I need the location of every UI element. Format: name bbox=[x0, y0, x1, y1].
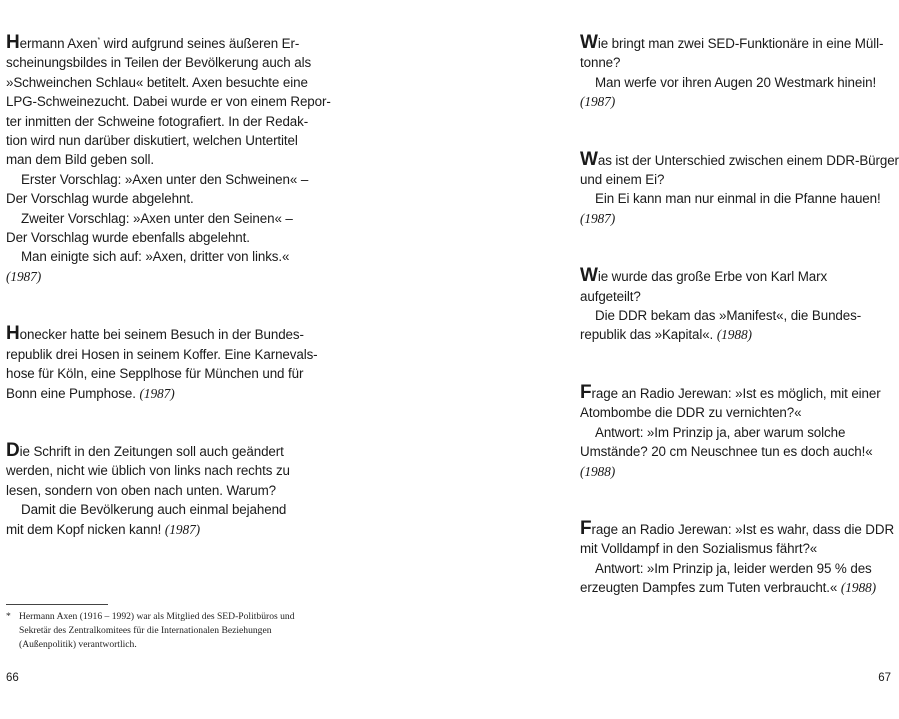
line-text: aufgeteilt? bbox=[580, 288, 641, 304]
page-number-left: 66 bbox=[6, 672, 19, 684]
joke-line bbox=[6, 267, 324, 286]
footnote-text: Hermann Axen (1916 – 1992) war als Mitglied des SED-Politbüros und bbox=[19, 611, 295, 622]
joke-line bbox=[6, 189, 324, 208]
year-label: (1988) bbox=[580, 463, 616, 479]
joke-line bbox=[6, 53, 324, 72]
drop-initial: H bbox=[6, 323, 20, 345]
joke-line bbox=[6, 34, 324, 53]
drop-initial: W bbox=[580, 32, 598, 53]
line-text: Erster Vorschlag: »Axen unter den Schweinen« – bbox=[21, 171, 309, 187]
joke-line bbox=[6, 228, 324, 247]
line-text: republik drei Hosen in seinem Koffer. Eine Karnevals- bbox=[6, 346, 318, 362]
joke-line bbox=[6, 345, 324, 364]
line-text: Der Vorschlag wurde abgelehnt. bbox=[6, 191, 194, 207]
drop-initial: H bbox=[6, 32, 20, 53]
joke-block bbox=[580, 381, 898, 481]
year-label: (1987) bbox=[580, 210, 616, 226]
footnote-line: Sekretär des Zentralkomitees für die Internationalen Beziehungen bbox=[19, 625, 272, 636]
joke-line bbox=[6, 131, 324, 150]
joke-line bbox=[580, 73, 898, 92]
year-label: (1987) bbox=[139, 385, 175, 401]
joke-line bbox=[6, 112, 324, 131]
joke-line bbox=[6, 73, 324, 92]
line-text: ie bringt man zwei SED-Funktionäre in eine Müll- bbox=[597, 36, 884, 51]
line-text: rage an Radio Jerewan: »Ist es möglich, mit einer bbox=[591, 385, 881, 401]
drop-initial: D bbox=[6, 439, 20, 461]
joke-line bbox=[6, 150, 324, 169]
line-text: Die DDR bekam das »Manifest«, die Bundes- bbox=[595, 308, 862, 324]
joke-line bbox=[580, 287, 898, 306]
joke-line bbox=[6, 247, 324, 266]
joke-line bbox=[6, 461, 324, 480]
line-text: rage an Radio Jerewan: »Ist es wahr, dass die DDR bbox=[591, 521, 895, 537]
year-label: (1988) bbox=[716, 327, 752, 343]
joke-line bbox=[6, 481, 324, 500]
joke-line bbox=[580, 539, 898, 558]
joke-block bbox=[580, 267, 898, 345]
joke-line bbox=[580, 325, 898, 344]
joke-block bbox=[580, 34, 898, 112]
line-text: Man einigte sich auf: »Axen, dritter von links.« bbox=[21, 249, 290, 265]
line-text: Damit die Bevölkerung auch einmal bejahend bbox=[21, 502, 287, 518]
joke-line bbox=[580, 462, 898, 481]
joke-line bbox=[6, 439, 324, 461]
line-text: ermann Axen bbox=[19, 36, 98, 51]
line-text: Atombombe die DDR zu vernichten?« bbox=[580, 405, 802, 421]
line-text: lesen, sondern von oben nach unten. Warum? bbox=[6, 482, 276, 498]
footnote-line: (Außenpolitik) verantwortlich. bbox=[19, 639, 137, 650]
line-text: ie Schrift in den Zeitungen soll auch geändert bbox=[19, 443, 284, 459]
joke-block bbox=[6, 32, 331, 286]
line-text: onecker hatte bei seinem Besuch in der Bundes- bbox=[19, 327, 304, 343]
footnote-rule bbox=[6, 604, 108, 605]
line-text: Man werfe vor ihren Augen 20 Westmark hinein! bbox=[595, 74, 877, 90]
line-text: wird aufgrund seines äußeren Er- bbox=[100, 36, 300, 51]
joke-line bbox=[580, 423, 898, 442]
line-text: hose für Köln, eine Sepplhose für München und für bbox=[6, 366, 304, 382]
year-label: (1988) bbox=[840, 580, 876, 596]
joke-line bbox=[6, 92, 331, 111]
joke-line bbox=[580, 189, 898, 208]
joke-line bbox=[580, 34, 898, 53]
line-text: Bonn eine Pumphose. bbox=[6, 385, 136, 401]
line-text: mit dem Kopf nicken kann! bbox=[6, 521, 162, 537]
drop-initial: F bbox=[580, 517, 592, 539]
year-label: (1987) bbox=[6, 268, 42, 284]
line-text: mit Volldampf in den Sozialismus fährt?« bbox=[580, 541, 818, 557]
joke-line bbox=[6, 500, 324, 519]
joke-line bbox=[6, 170, 324, 189]
joke-line bbox=[6, 325, 324, 344]
joke-line bbox=[6, 209, 324, 228]
joke-line bbox=[580, 170, 898, 189]
joke-block bbox=[580, 517, 898, 598]
line-text: as ist der Unterschied zwischen einem DDR-Bürger bbox=[597, 152, 899, 168]
line-text: man dem Bild geben soll. bbox=[6, 152, 154, 168]
joke-line bbox=[580, 403, 898, 422]
footnote-reference: * bbox=[97, 37, 101, 44]
line-text: tonne? bbox=[580, 55, 621, 71]
joke-line bbox=[580, 442, 898, 461]
line-text: Antwort: »Im Prinzip ja, leider werden 95 % des bbox=[595, 560, 872, 576]
right-page bbox=[580, 34, 898, 637]
line-text: ter inmitten der Schweine fotografiert. In der Redak- bbox=[6, 113, 309, 129]
joke-line bbox=[580, 267, 898, 286]
drop-initial: W bbox=[580, 265, 598, 287]
footnote-line bbox=[6, 610, 326, 624]
year-label: (1987) bbox=[580, 94, 616, 110]
joke-line bbox=[580, 578, 898, 597]
line-text: ie wurde das große Erbe von Karl Marx bbox=[597, 269, 828, 285]
joke-line bbox=[580, 381, 898, 403]
left-page bbox=[6, 32, 331, 578]
line-text: republik das »Kapital«. bbox=[580, 327, 714, 343]
joke-line bbox=[6, 364, 324, 383]
joke-line bbox=[580, 559, 898, 578]
line-text: Ein Ei kann man nur einmal in die Pfanne hauen! bbox=[595, 191, 881, 207]
line-text: »Schweinchen Schlau« betitelt. Axen besuchte eine bbox=[6, 74, 308, 90]
drop-initial: F bbox=[580, 381, 592, 403]
joke-line bbox=[580, 148, 899, 170]
line-text: Umstände? 20 cm Neuschnee tun es doch auch!« bbox=[580, 444, 873, 460]
footnote-marker: * bbox=[6, 611, 11, 622]
line-text: erzeugten Dampfes zum Tuten verbraucht.« bbox=[580, 580, 838, 596]
line-text: Zweiter Vorschlag: »Axen unter den Seinen« – bbox=[21, 210, 293, 226]
joke-line bbox=[6, 384, 324, 403]
joke-block bbox=[6, 325, 324, 403]
drop-initial: W bbox=[580, 148, 598, 170]
year-label: (1987) bbox=[164, 521, 201, 537]
line-text: Antwort: »Im Prinzip ja, aber warum solche bbox=[595, 424, 846, 440]
line-text: werden, nicht wie üblich von links nach rechts zu bbox=[6, 463, 290, 479]
joke-line bbox=[580, 209, 898, 228]
line-text: scheinungsbildes in Teilen der Bevölkerung auch als bbox=[6, 55, 312, 71]
joke-line bbox=[580, 92, 898, 111]
joke-line bbox=[580, 53, 898, 72]
line-text: und einem Ei? bbox=[580, 172, 665, 188]
line-text: LPG-Schweinezucht. Dabei wurde er von einem Repor- bbox=[6, 94, 331, 110]
line-text: Der Vorschlag wurde ebenfalls abgelehnt. bbox=[6, 230, 250, 246]
joke-block bbox=[6, 439, 324, 539]
page-number-right: 67 bbox=[878, 672, 891, 684]
joke-line bbox=[6, 520, 324, 539]
footnote bbox=[6, 610, 326, 652]
joke-block bbox=[580, 148, 899, 229]
line-text: tion wird nun darüber diskutiert, welchen Untertitel bbox=[6, 133, 298, 149]
joke-line bbox=[580, 306, 898, 325]
joke-line bbox=[580, 517, 898, 539]
